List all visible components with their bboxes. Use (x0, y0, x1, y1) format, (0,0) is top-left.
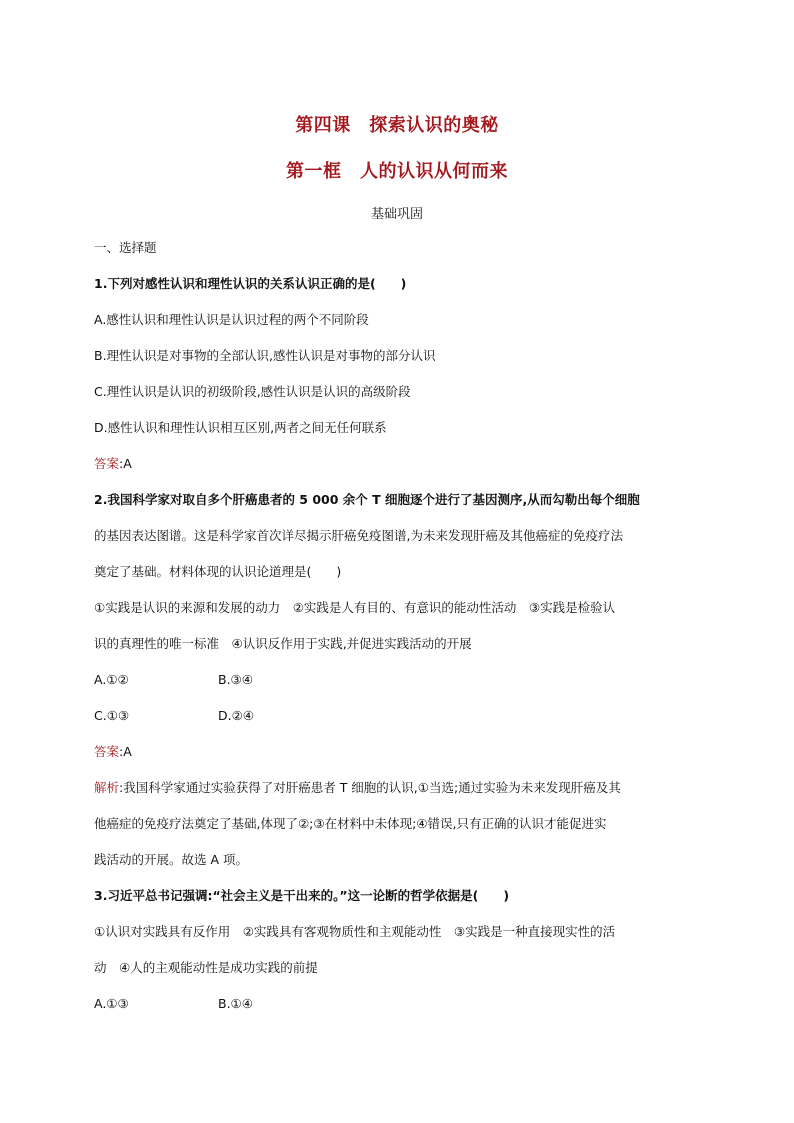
lesson-title: 第四课 探索认识的奥秘 (295, 115, 499, 136)
q3-options-row-1 (94, 986, 700, 1022)
q2-analysis-label: 解析 (94, 780, 120, 795)
content-body (94, 230, 700, 1022)
q3-option-a: A.①③ (94, 996, 129, 1011)
q2-choices-line-1: ①实践是认识的来源和发展的动力 ②实践是人有目的、有意识的能动性活动 ③实践是检验认 (94, 600, 616, 615)
q2-stem-line-2: 的基因表达图谱。这是科学家首次详尽揭示肝癌免疫图谱,为未来发现肝癌及其他癌症的免疫疗法 (94, 528, 623, 543)
q2-option-b: B.③④ (218, 672, 253, 687)
q2-answer (94, 734, 700, 770)
q1-answer-value: :A (119, 456, 132, 471)
q2-analysis-line-3: 践活动的开展。故选 A 项。 (94, 852, 248, 867)
q2-stem-line-1: 2.我国科学家对取自多个肝癌患者的 5 000 余个 T 细胞逐个进行了基因测序,从而勾勒出每个细胞 (94, 492, 640, 507)
q2-analysis-line-2: 他癌症的免疫疗法奠定了基础,体现了②;③在材料中未体现;④错误,只有正确的认识才能促进实 (94, 816, 607, 831)
section-heading: 一、选择题 (94, 240, 157, 255)
q1-option-d: D.感性认识和理性认识相互区别,两者之间无任何联系 (94, 420, 387, 435)
q2-answer-label: 答案 (94, 744, 120, 759)
q1-option-b: B.理性认识是对事物的全部认识,感性认识是对事物的部分认识 (94, 348, 436, 363)
q2-answer-value: :A (119, 744, 132, 759)
q3-option-b: B.①④ (218, 996, 253, 1011)
q1-answer-label: 答案 (94, 456, 120, 471)
q2-choices-line-2: 识的真理性的唯一标准 ④认识反作用于实践,并促进实践活动的开展 (94, 636, 472, 651)
q2-analysis-text-1: :我国科学家通过实验获得了对肝癌患者 T 细胞的认识,①当选;通过实验为未来发现肝癌及其 (119, 780, 621, 795)
q2-options-row-2 (94, 698, 700, 734)
q2-option-c: C.①③ (94, 708, 130, 723)
q3-choices-line-1: ①认识对实践具有反作用 ②实践具有客观物质性和主观能动性 ③实践是一种直接现实性的活 (94, 924, 616, 939)
q1-stem: 1.下列对感性认识和理性认识的关系认识正确的是( ) (94, 276, 407, 291)
q1-answer (94, 446, 700, 482)
q1-option-c: C.理性认识是认识的初级阶段,感性认识是认识的高级阶段 (94, 384, 411, 399)
q3-choices-line-2: 动 ④人的主观能动性是成功实践的前提 (94, 960, 318, 975)
section-subhead: 基础巩固 (370, 207, 423, 222)
q3-stem: 3.习近平总书记强调:“社会主义是干出来的。”这一论断的哲学依据是( ) (94, 888, 510, 903)
q2-option-a: A.①② (94, 672, 129, 687)
q2-stem-line-3: 奠定了基础。材料体现的认识论道理是( ) (94, 564, 342, 579)
frame-title: 第一框 人的认识从何而来 (286, 161, 508, 182)
q2-options-row-1 (94, 662, 700, 698)
q1-option-a: A.感性认识和理性认识是认识过程的两个不同阶段 (94, 312, 369, 327)
q2-option-d: D.②④ (218, 708, 255, 723)
q2-analysis-line-1 (94, 770, 700, 806)
